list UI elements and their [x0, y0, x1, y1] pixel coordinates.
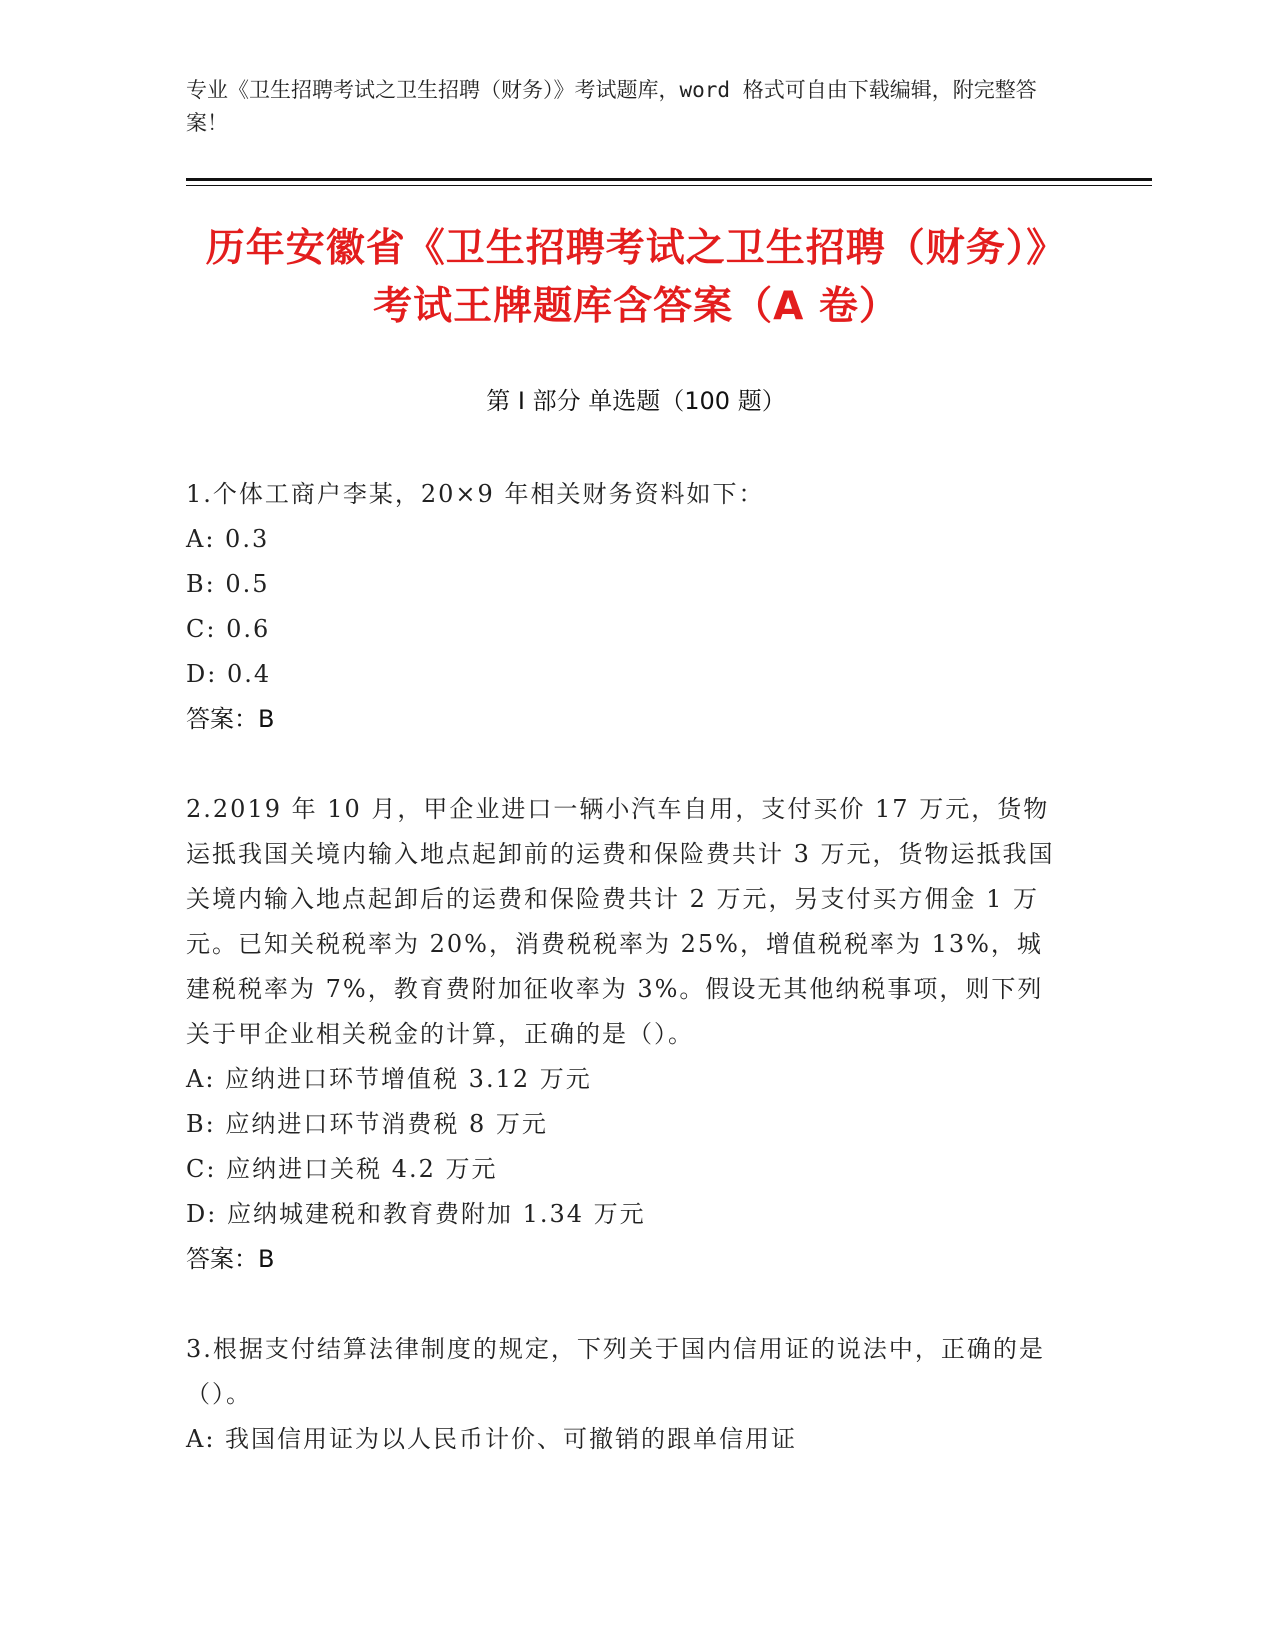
question-item — [186, 787, 1066, 1282]
question-stem: 2.2019 年 10 月，甲企业进口一辆小汽车自用，支付买价 17 万元，货物运抵我国关境内输入地点起卸前的运费和保险费共计 3 万元，货物运抵我国关境内输入地点起卸后的运费和保险费共计 2 万元，另支付买方佣金 1 万元。已知关税税率为 20%，消费税税率为 25%，增值税税率为 13%，城建税税率为 7%，教育费附加征收率为 3%。假设无其他纳税事项，则下列关于甲企业相关税金的计算，正确的是（）。 — [186, 795, 1055, 1048]
header-divider-thick — [186, 178, 1152, 181]
option-a: A: 0.3 — [186, 525, 270, 553]
option-d: D: 应纳城建税和教育费附加 1.34 万元 — [186, 1200, 646, 1228]
option-c: C: 应纳进口关税 4.2 万元 — [186, 1155, 498, 1183]
answer-line: 答案：B — [186, 705, 275, 733]
header-note: 专业《卫生招聘考试之卫生招聘（财务）》考试题库，word 格式可自由下载编辑，附完整答案！ — [186, 78, 1037, 135]
answer-line: 答案：B — [186, 1245, 275, 1273]
question-item — [186, 472, 1066, 742]
section-heading: 第 I 部分 单选题（100 题） — [486, 387, 786, 415]
option-b: B: 应纳进口环节消费税 8 万元 — [186, 1110, 548, 1138]
option-d: D: 0.4 — [186, 660, 272, 688]
option-c: C: 0.6 — [186, 615, 271, 643]
document-title: 历年安徽省《卫生招聘考试之卫生招聘（财务）》考试王牌题库含答案（A 卷） — [205, 226, 1067, 329]
option-b: B: 0.5 — [186, 570, 270, 598]
question-item — [186, 1327, 1066, 1462]
option-a: A: 应纳进口环节增值税 3.12 万元 — [186, 1065, 592, 1093]
header-divider-thin — [186, 185, 1152, 186]
question-stem: 1.个体工商户李某，20×9 年相关财务资料如下： — [186, 480, 765, 508]
question-stem: 3.根据支付结算法律制度的规定，下列关于国内信用证的说法中，正确的是（）。 — [186, 1335, 1045, 1408]
option-a: A: 我国信用证为以人民币计价、可撤销的跟单信用证 — [186, 1425, 798, 1453]
question-list — [186, 472, 1066, 1507]
